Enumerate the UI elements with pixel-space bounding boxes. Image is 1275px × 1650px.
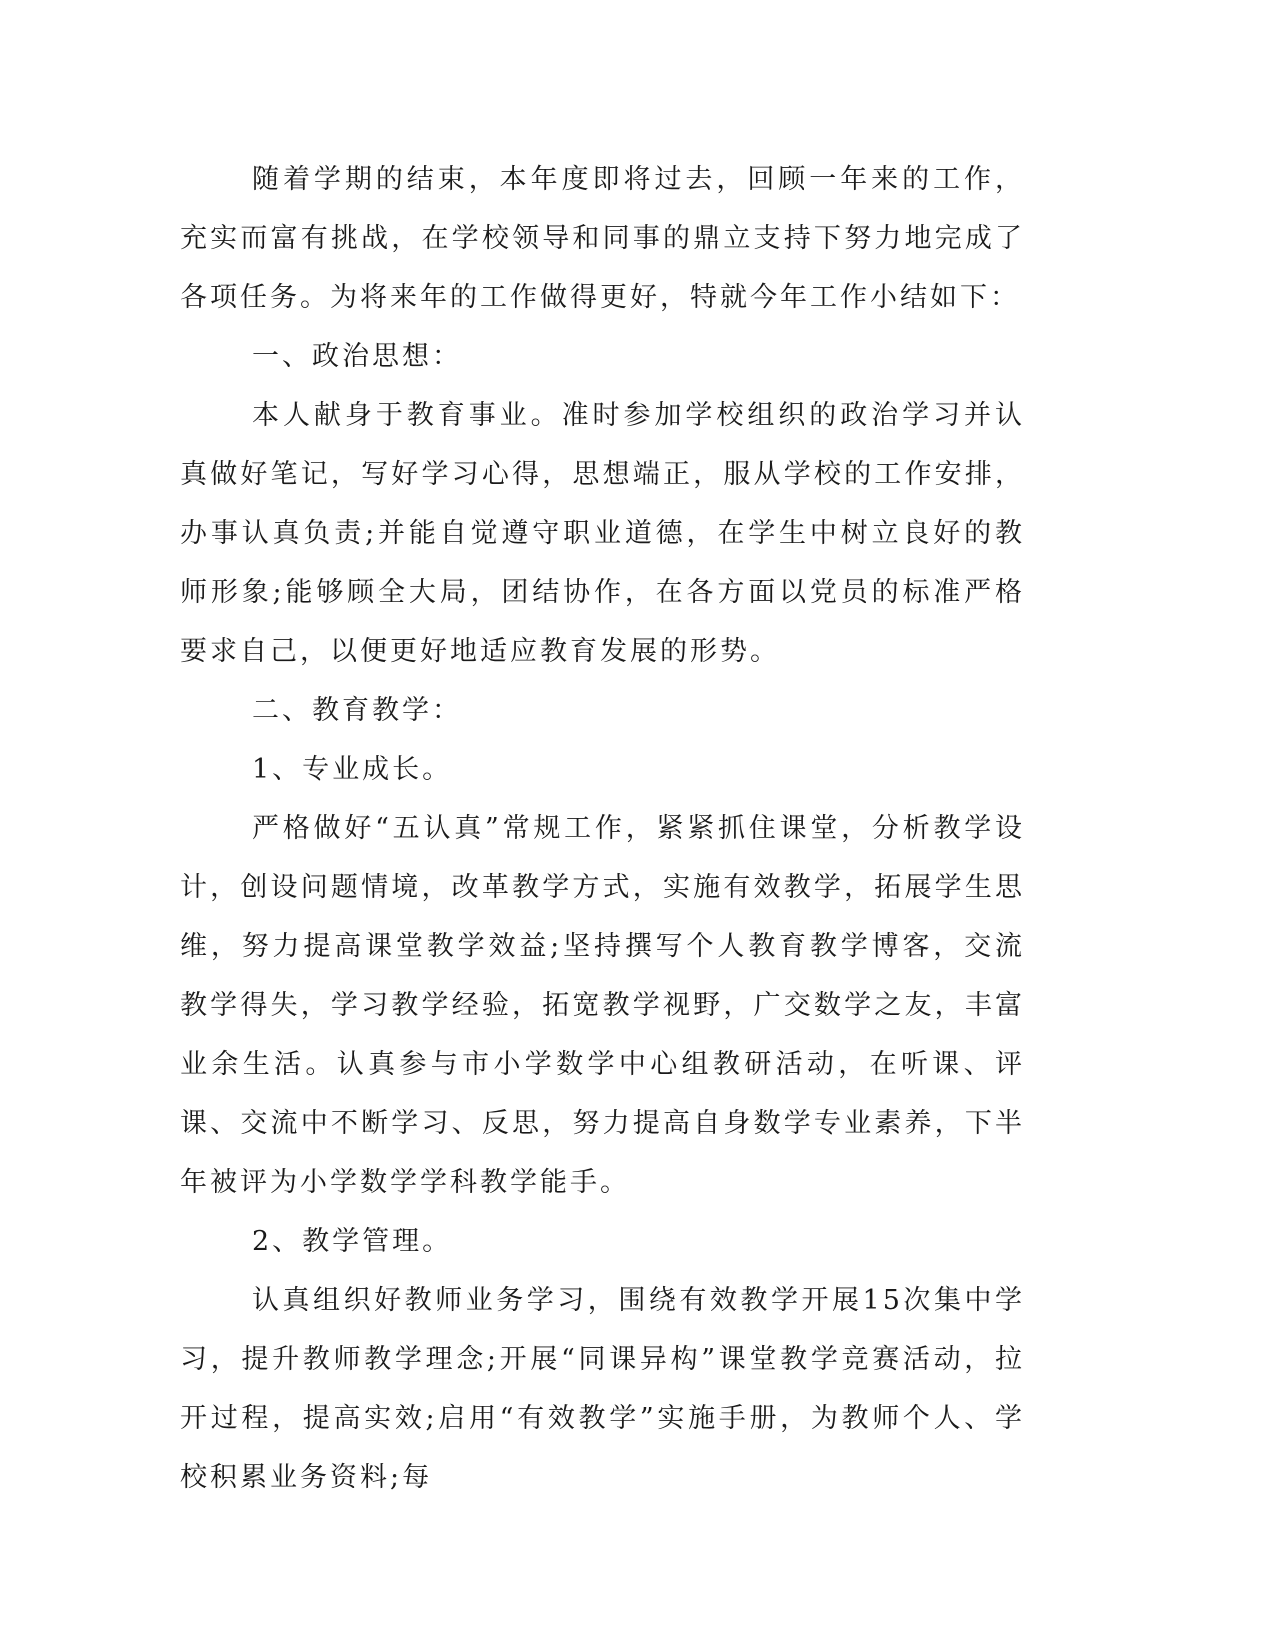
intro-paragraph: 随着学期的结束，本年度即将过去，回顾一年来的工作，充实而富有挑战，在学校领导和同事的鼎立支持下努力地完成了各项任务。为将来年的工作做得更好，特就今年工作小结如下： xyxy=(180,164,1025,313)
section-heading-teaching: 二、教育教学： xyxy=(252,695,462,726)
section-heading-politics: 一、政治思想： xyxy=(252,341,462,372)
professional-growth-paragraph: 严格做好“五认真”常规工作，紧紧抓住课堂，分析教学设计，创设问题情境，改革教学方式，实施有效教学，拓展学生思维，努力提高课堂教学效益;坚持撰写个人教育教学博客，交流教学得失，学习教学经验，拓宽教学视野，广交数学之友，丰富业余生活。认真参与市小学数学中心组教研活动，在听课、评课、交流中不断学习、反思，努力提高自身数学专业素养，下半年被评为小学数学学科教学能手。 xyxy=(180,813,1025,1198)
subheading-teaching-management: 2、教学管理。 xyxy=(252,1226,453,1257)
document-page xyxy=(180,150,1025,1507)
politics-paragraph: 本人献身于教育事业。准时参加学校组织的政治学习并认真做好笔记，写好学习心得，思想端正，服从学校的工作安排，办事认真负责;并能自觉遵守职业道德，在学生中树立良好的教师形象;能够顾全大局，团结协作，在各方面以党员的标准严格要求自己，以便更好地适应教育发展的形势。 xyxy=(180,400,1025,667)
teaching-management-paragraph: 认真组织好教师业务学习，围绕有效教学开展15次集中学习，提升教师教学理念;开展“同课异构”课堂教学竞赛活动，拉开过程，提高实效;启用“有效教学”实施手册，为教师个人、学校积累业务资料;每 xyxy=(180,1285,1025,1493)
subheading-professional-growth: 1、专业成长。 xyxy=(252,754,453,785)
